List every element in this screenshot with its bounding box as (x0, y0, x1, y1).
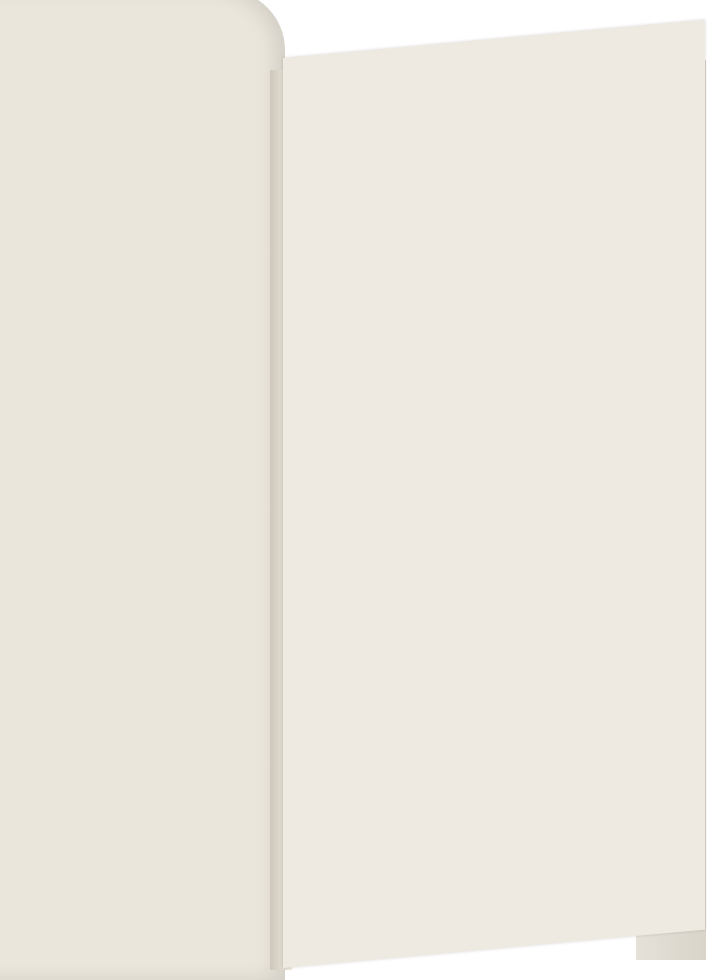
right-page (283, 20, 705, 968)
left-page (0, 0, 285, 980)
